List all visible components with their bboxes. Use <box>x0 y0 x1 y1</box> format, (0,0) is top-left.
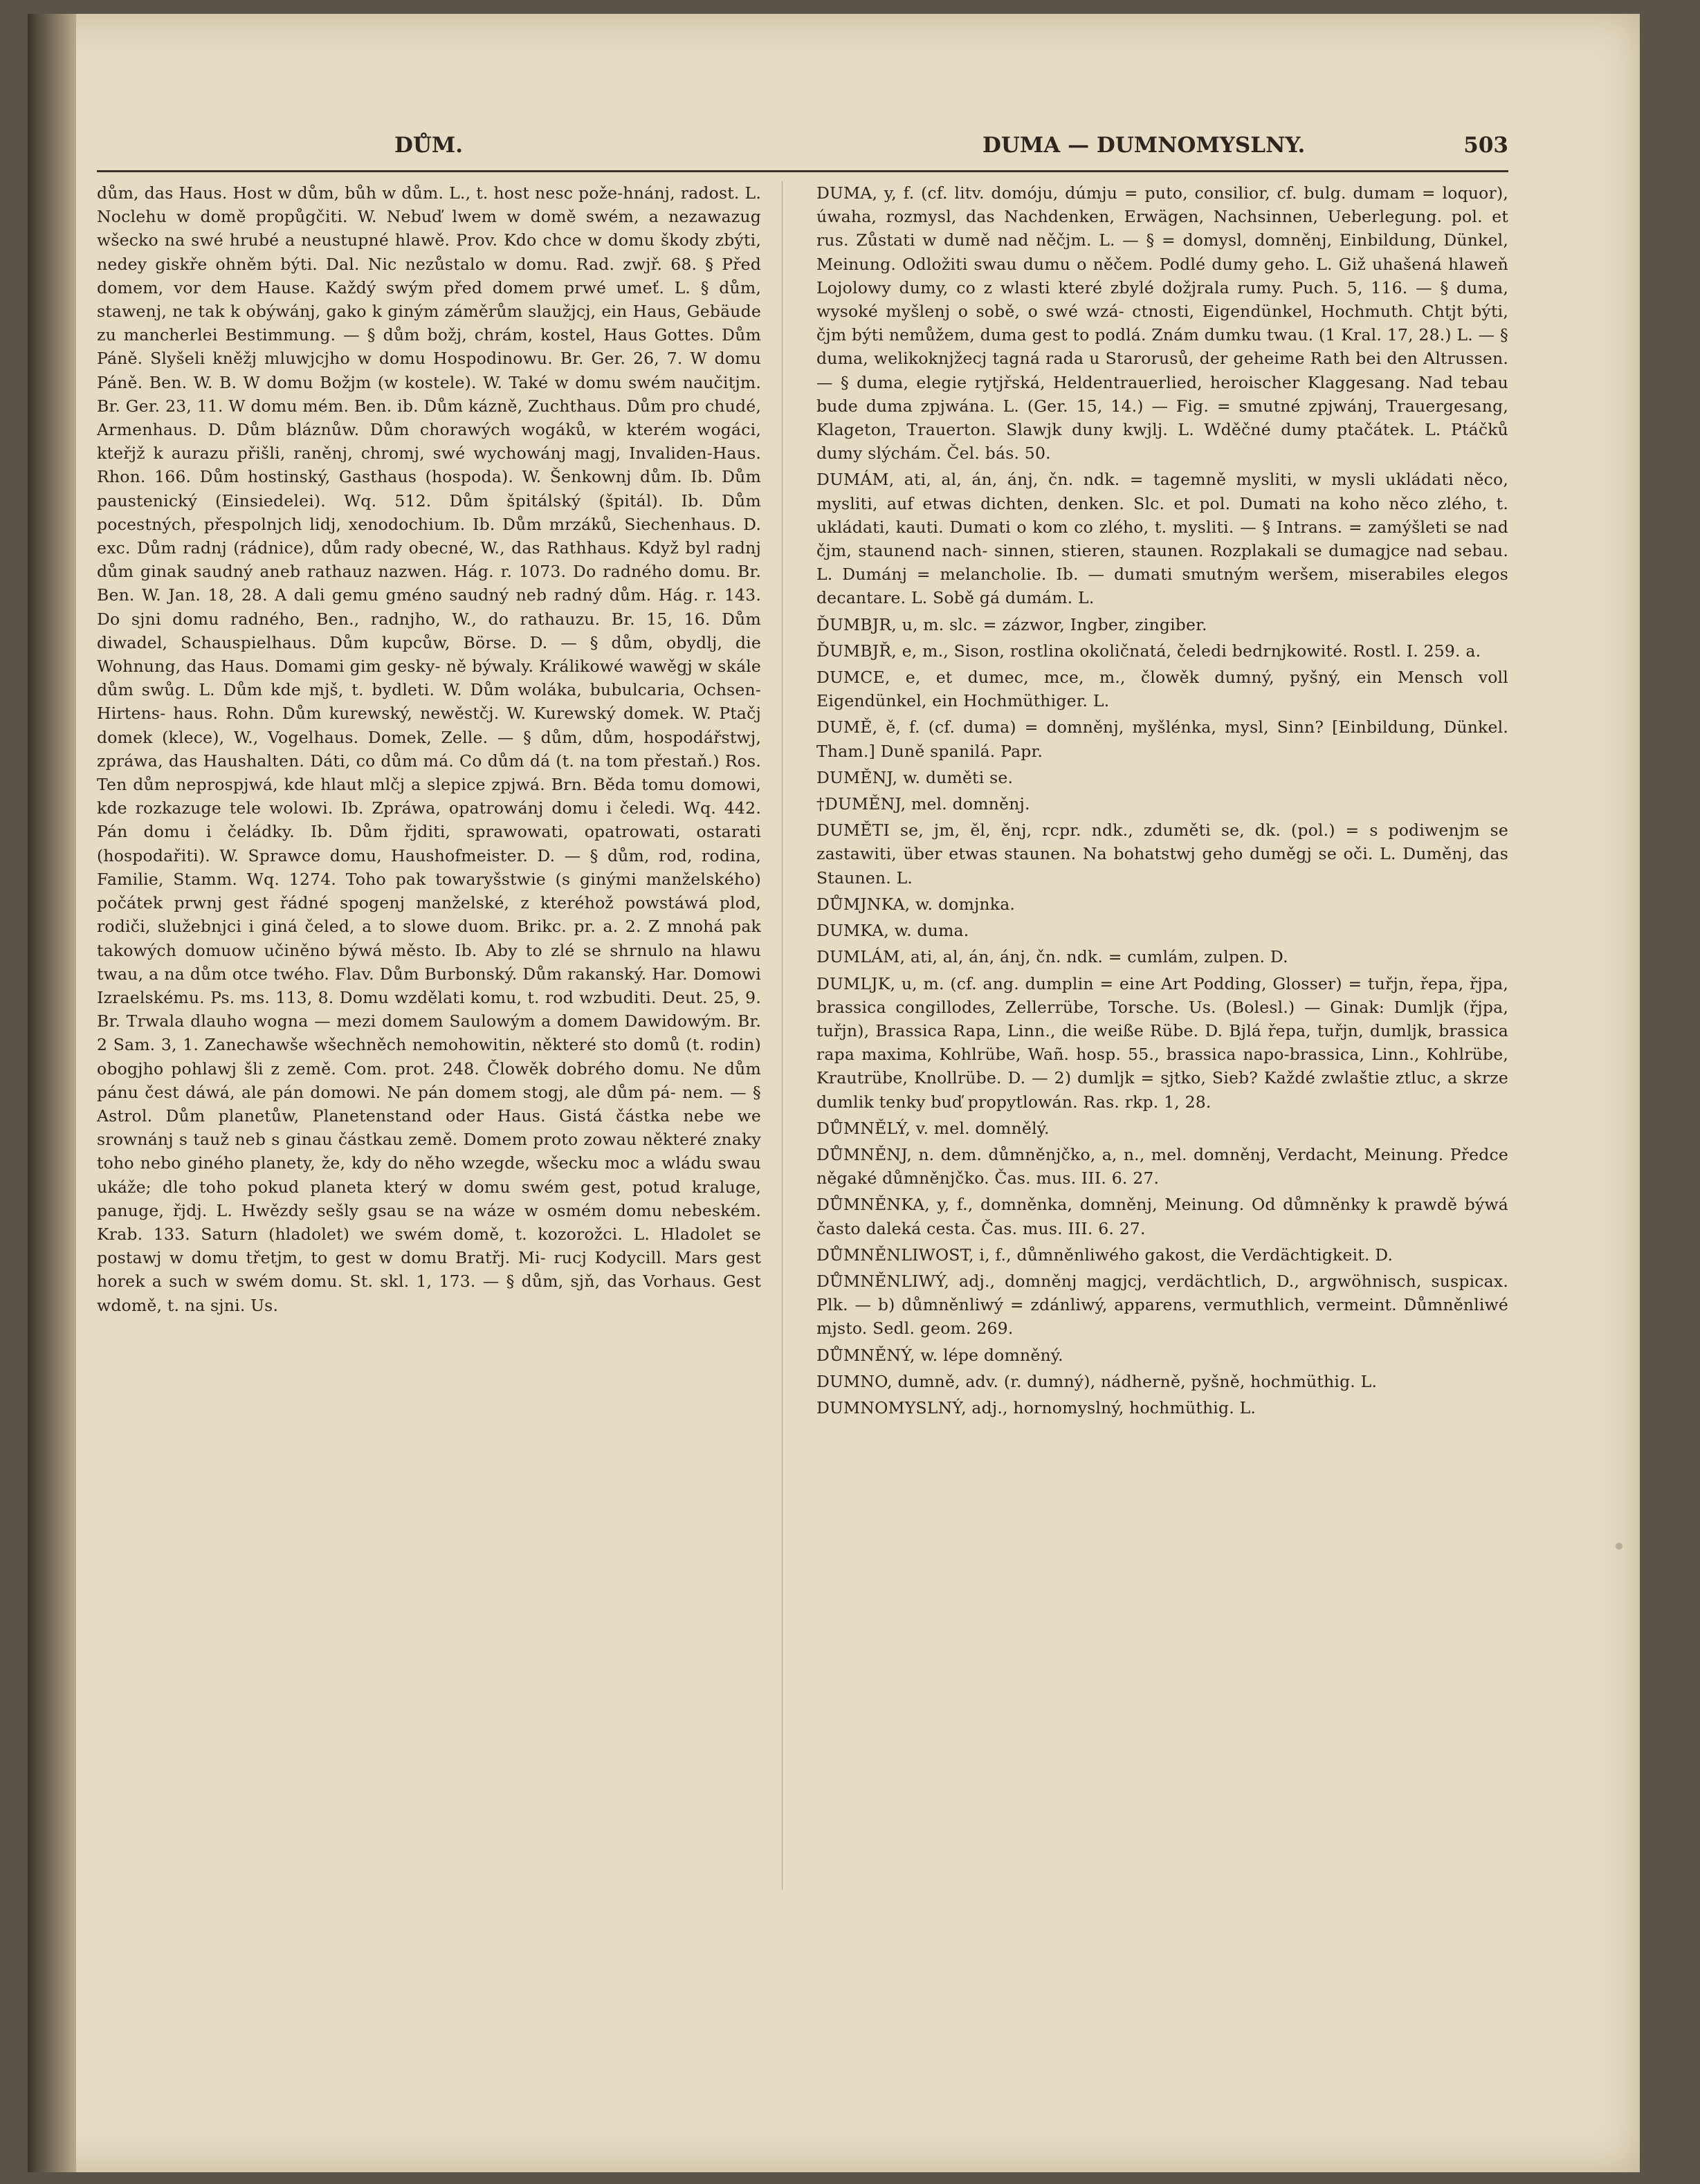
entry-dumjnka: DŮMJNKA, w. domjnka. <box>816 894 1016 914</box>
entry-dumka: DUMKA, w. duma. <box>816 921 969 941</box>
entry-dumlam: DUMLÁM, ati, al, án, ánj, čn. ndk. = cumlám, zulpen. D. <box>816 947 1288 967</box>
left-running-title: DŮM. <box>394 133 464 158</box>
left-column <box>97 181 761 1320</box>
entry-duma: DUMA, y, f. (cf. litv. domóju, dúmju = puto, consilior, cf. bulg. dumam = loquor), úwaha, rozmysl, das Nachdenken, Erwägen, Nachsinnen, Ueberlegung. pol. et rus. Zůstati w dumě nad něčjm. L. — § = domysl, domněnj, Einbildung, Dünkel, Meinung. Odložiti swau dumu o něčem. Podlé dumy geho. L. Giž uhašená hlaweň Lojolowy dumy, co z wlasti které zbylé dožjrala rumy. Puch. 5, 116. — § duma, wysoké myšlenj o sobě, o swé wzá- ctnosti, Eigendünkel, Hochmuth. Chtjt býti, čjm býti nemůžem, duma gest to podlá. Znám dumku twau. (1 Kral. 17, 28.) L. — § duma, welikoknjžecj tagná rada u Starorusů, der geheime Rath bei den Altrussen. — § duma, elegie rytjřská, Heldentrauerlied, heroischer Klaggesang. Nad tebau bude duma zpjwána. L. (Ger. 15, 14.) — Fig. = smutné zpjwánj, Trauergesang, Klageton, Trauerton. Slawjk duny kwjlj. L. Wděčné dumy ptačátek. L. Ptáčků dumy slýchám. Čel. bás. 50. <box>816 183 1508 464</box>
entry-dume: DUMĚ, ě, f. (cf. duma) = domněnj, myšlénka, mysl, Sinn? [Einbildung, Dünkel. Tham.] Duně spanilá. Papr. <box>816 717 1508 761</box>
entry-dumenj-obsolete: †DUMĚNJ, mel. domněnj. <box>816 794 1030 814</box>
entry-dumljk: DUMLJK, u, m. (cf. ang. dumplin = eine Art Podding, Glosser) = tuřjn, řepa, řjpa, brassica congillodes, Zellerrübe, Torsche. Us. (Bolesl.) — Ginak: Dumljk (řjpa, tuřjn), Brassica Rapa, Linn., die weiße Rübe. D. Bjlá řepa, tuřjn, dumljk, brassica rapa maxima, Kohlrübe, Wañ. hosp. 55., brassica napo-brassica, Linn., Kohlrübe, Krautrübe, Knollrübe. D. — 2) dumljk = sjtko, Sieb? Každé zwlaštie ztluc, a skrze dumlik tenky buď propytlowán. Ras. rkp. 1, 28. <box>816 973 1508 1112</box>
entry-dumenj: DUMĚNJ, w. duměti se. <box>816 767 1014 787</box>
page-gutter <box>28 14 76 2172</box>
column-divider <box>782 181 783 1890</box>
book-page <box>28 14 1640 2172</box>
entry-dumbjr: ĎUMBJR, u, m. slc. = zázwor, Ingber, zingiber. <box>816 614 1207 634</box>
right-running-title: DUMA — DUMNOMYSLNY. <box>982 133 1306 158</box>
entry-dumam: DUMÁM, ati, al, án, ánj, čn. ndk. = tagemně mysliti, w mysli ukládati něco, mysliti, auf etwas dichten, denken. Slc. et pol. Dumati na koho něco zlého, t. ukládati, kauti. Dumati o kom co zlého, t. mysliti. — § Intrans. = zamýšleti se nad čjm, staunend nach- sinnen, stieren, staunen. Rozplakali se dumagjce nad sebau. L. Dumánj = melancholie. Ib. — dumati smutným weršem, miserabiles elegos decantare. L. Sobě gá dumám. L. <box>816 470 1508 608</box>
entry-dumnenliwy: DŮMNĚNLIWÝ, adj., domněnj magjcj, verdächtlich, D., argwöhnisch, suspicax. Plk. — b) důmněnliwý = zdánliwý, apparens, vermuthlich, vermeint. Důmněnliwé mjsto. Sedl. geom. 269. <box>816 1271 1508 1339</box>
entry-dumnenj: DŮMNĚNJ, n. dem. důmněnjčko, a, n., mel. domněnj, Verdacht, Meinung. Předce něgaké důmněnjčko. Čas. mus. III. 6. 27. <box>816 1144 1508 1189</box>
entry-dumnely: DŮMNĚLÝ, v. mel. domnělý. <box>816 1118 1050 1138</box>
header-rule <box>97 170 1508 172</box>
entry-dum-continued: dům, das Haus. Host w dům, bůh w dům. L., t. host nesc pože-hnánj, radost. L. Noclehu w domě propůgčiti. W. Nebuď lwem w domě swém, a nezawazug wšecko na swé hrubé a neustupné hlawě. Prov. Kdo chce w domu škody zbýti, nedey giskře ohněm býti. Dal. Nic nezůstalo w domu. Rad. zwjř. 68. § Před domem, vor dem Hause. Každý swým před domem prwé umeť. L. § dům, stawenj, ne tak k obýwánj, gako k giným záměrům slaužjcj, ein Haus, Gebäude zu mancherlei Bestimmung. — § dům božj, chrám, kostel, Haus Gottes. Dům Páně. Slyšeli kněžj mluwjcjho w domu Hospodinowu. Br. Ger. 26, 7. W domu Páně. Ben. W. B. W domu Božjm (w kostele). W. Také w domu swém naučitjm. Br. Ger. 23, 11. W domu mém. Ben. ib. Dům kázně, Zuchthaus. Dům pro chudé, Armenhaus. D. Dům bláznůw. Dům chorawých wogáků, w kterém wogáci, kteřjž k aurazu přišli, raněnj, chromj, swé wychowánj magj, Invaliden-Haus. Rhon. 166. Dům hostinský, Gasthaus (hospoda). W. Šenkownj dům. Ib. Dům paustenický (Einsiedelei). Wq. 512. Dům špitálský (špitál). Ib. Dům pocestných, přespolnjch lidj, xenodochium. Ib. Dům mrzáků, Siechenhaus. D. exc. Dům radnj (rádnice), dům rady obecné, W., das Rathhaus. Když byl radnj dům ginak saudný aneb rathauz nazwen. Hág. r. 1073. Do radného domu. Br. Ben. W. Jan. 18, 28. A dali gemu gméno saudný neb radný dům. Hág. r. 143. Do sjni domu radného, Ben., radnjho, W., do rathauzu. Br. 15, 16. Dům diwadel, Schauspielhaus. Dům kupcůw, Börse. D. — § dům, obydlj, die Wohnung, das Haus. Domami gim gesky- ně býwaly. Králikowé wawěgj w skále dům swůg. L. Dům kde mjš, t. bydleti. W. Dům woláka, bubulcaria, Ochsen-Hirtens- haus. Rohn. Dům kurewský, newěstčj. W. Kurewský domek. W. Ptačj domek (klece), W., Vogelhaus. Domek, Zelle. — § dům, dům, hospodářstwj, zpráwa, das Haushalten. Dáti, co dům má. Co dům dá (t. na tom přestaň.) Ros. Ten dům neprospjwá, kde hlaut mlčj a slepice zpjwá. Brn. Běda tomu domowi, kde rozkazuge tele wolowi. Ib. Zpráwa, opatrowánj domu i čeledi. Wq. 442. Pán domu i čeládky. Ib. Dům řjditi, sprawowati, opatrowati, ostarati (hospodařiti). W. Sprawce domu, Haushofmeister. D. — § dům, rod, rodina, Familie, Stamm. Wq. 1274. Toho pak towaryšstwie (s ginými manželského) počátek prwnj gest řádné spogenj manželské, z kteréhož powstáwá plod, rodiči, služebnjci i giná čeled, a to slowe duom. Brikc. pr. a. 2. Z mnohá pak takowých domuow učiněno býwá město. Ib. Aby to zlé se shrnulo na hlawu twau, a na dům otce twého. Flav. Dům Burbonský. Dům rakanský. Har. Domowi Izraelskému. Ps. ms. 113, 8. Domu wzdělati komu, t. rod wzbuditi. Deut. 25, 9. Br. Trwala dlauho wogna — mezi domem Saulowým a domem Dawidowým. Br. 2 Sam. 3, 1. Zanechawše wšechněch nemohowitin, některé sto domů (t. rodin) obogjho pohlawj šli z země. Com. prot. 248. Člowěk dobrého domu. Ne dům pánu čest dáwá, ale pán domowi. Ne pán domem stogj, ale dům pá- nem. — § Astrol. Dům planetůw, Planetenstand oder Haus. Gistá částka nebe we srownánj s tauž neb s ginau částkau země. Domem proto zowau některé znaky toho nebo giného planety, že, kdy do něho wzegde, wšecku moc a wládu swau ukáže; dle toho pokud planeta který w domu swém gest, potud kraluge, panuge, řjdj. L. Hwězdy sešly gsau se na wáze w osmém domu nebeském. Krab. 133. Saturn (hladolet) we swém domě, t. kozorožci. L. Hladolet se postawj w domu třetjm, to gest w domu Bratřj. Mi- rucj Kodycill. Mars gest horek a such w swém domu. St. skl. 1, 173. — § dům, sjň, das Vorhaus. Gest wdomě, t. na sjni. Us. <box>97 183 761 1315</box>
entry-dumbjr-sison: ĎUMBJŘ, e, m., Sison, rostlina okoličnatá, čeledi bedrnjkowité. Rostl. I. 259. a. <box>816 641 1481 661</box>
entry-dumnenka: DŮMNĚNKA, y, f., domněnka, domněnj, Meinung. Od důmněnky k prawdě býwá často daleká cesta. Čas. mus. III. 6. 27. <box>816 1195 1508 1238</box>
entry-dumno: DUMNO, dumně, adv. (r. dumný), nádherně, pyšně, hochmüthig. L. <box>816 1371 1378 1391</box>
right-column <box>816 181 1508 1422</box>
entry-dumnomyslny: DUMNOMYSLNÝ, adj., hornomyslný, hochmüthig. L. <box>816 1397 1256 1417</box>
running-header <box>97 133 1508 166</box>
page-number: 503 <box>1463 133 1508 158</box>
entry-dumneny: DŮMNĚNÝ, w. lépe domněný. <box>816 1345 1063 1365</box>
entry-dumce: DUMCE, e, et dumec, mce, m., člowěk dumný, pyšný, ein Mensch voll Eigendünkel, ein Hochmüthiger. L. <box>816 668 1508 711</box>
margin-speck <box>1616 1543 1623 1550</box>
entry-dumeti: DUMĚTI se, jm, ěl, ěnj, rcpr. ndk., zduměti se, dk. (pol.) = s podiwenjm se zastawiti, über etwas staunen. Na bohatstwj geho duměgj se oči. L. Duměnj, das Staunen. L. <box>816 820 1508 888</box>
entry-dumnenliwost: DŮMNĚNLIWOST, i, f., důmněnliwého gakost, die Verdächtigkeit. D. <box>816 1245 1393 1265</box>
